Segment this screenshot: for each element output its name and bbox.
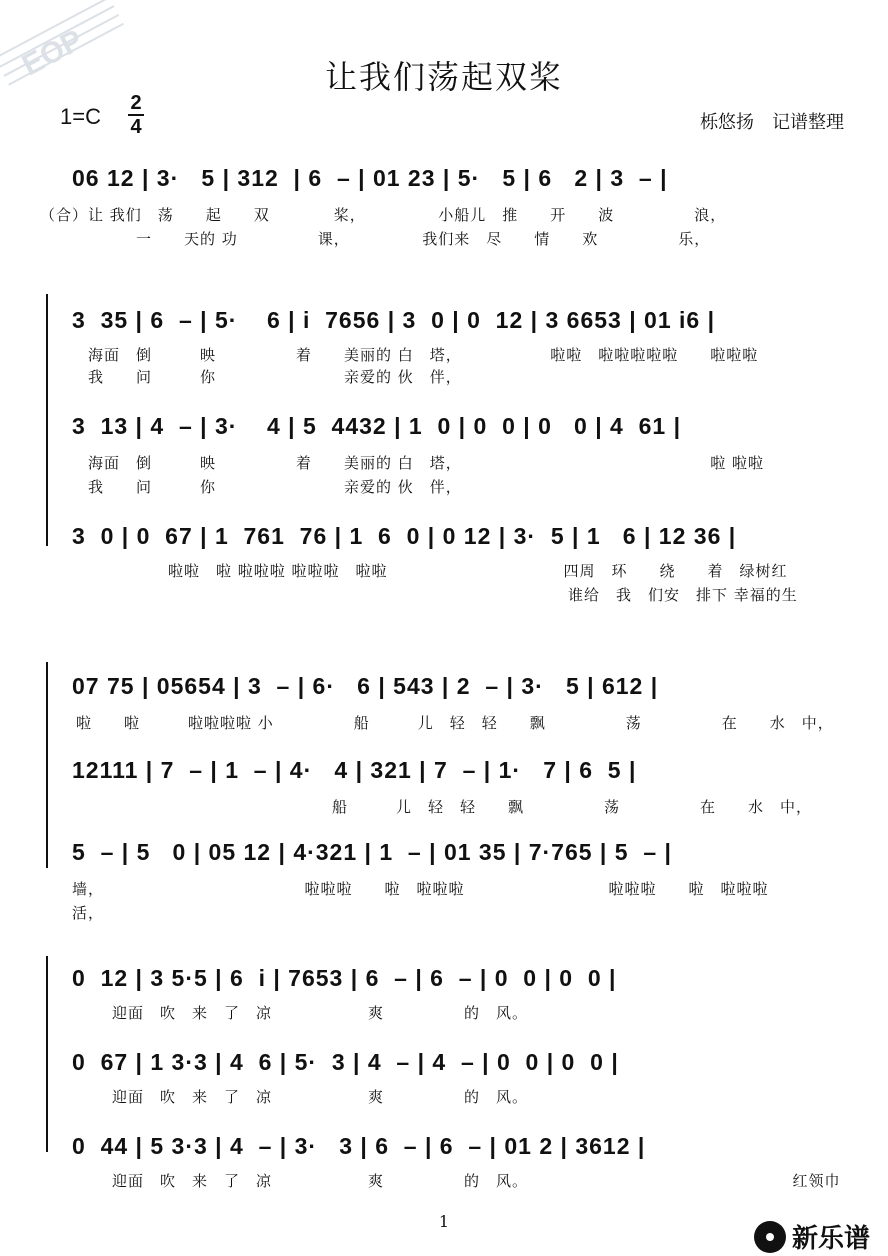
stave-s4-1 <box>72 958 846 998</box>
key-signature: 1=C <box>60 104 101 129</box>
time-signature-bottom: 4 <box>130 116 142 138</box>
notation-line: 0 12 | 3 5·5 | 6 i | 7653 | 6 – | 6 – | 0 0 | 0 0 | <box>72 965 617 991</box>
lyric-line: 我 问 你 亲爱的 伙 伴， <box>56 478 462 496</box>
lyric-line: 海面 倒 映 着 美丽的 白 塔， 啦啦 啦啦啦啦啦 啦啦啦 <box>56 346 759 364</box>
lyric-line: 迎面 吹 来 了 凉 爽 的 风。 <box>80 1004 529 1022</box>
lyric-line: 我 问 你 亲爱的 伙 伴， <box>56 368 462 386</box>
stave-s3-3 <box>72 832 846 872</box>
stave-s4-2 <box>72 1042 846 1082</box>
transcriber-credit: 栎悠扬 记谱整理 <box>700 112 844 133</box>
notation-line: 0 44 | 5 3·3 | 4 – | 3· 3 | 6 – | 6 – | 01 2 | 3612 | <box>72 1133 646 1159</box>
stave-s3-2 <box>72 750 846 790</box>
notation-line: 3 35 | 6 – | 5· 6 | i 7656 | 3 0 | 0 12 | 3 6653 | 01 i6 | <box>72 307 716 333</box>
lyric-line: 活， <box>72 904 105 922</box>
stave-s2-1 <box>72 300 846 340</box>
site-logo <box>754 1218 870 1255</box>
notation-line: 12111 | 7 – | 1 – | 4· 4 | 321 | 7 – | 1· 7 | 6 5 | <box>72 757 637 783</box>
notation-line: 5 – | 5 0 | 05 12 | 4·321 | 1 – | 01 35 | 7·765 | 5 – | <box>72 839 672 865</box>
page-number: 1 <box>438 1212 450 1231</box>
notation-line: 0 67 | 1 3·3 | 4 6 | 5· 3 | 4 – | 4 – | 0 0 | 0 0 | <box>72 1049 619 1075</box>
lyric-line: 迎面 吹 来 了 凉 爽 的 风。 红领巾 <box>80 1172 841 1190</box>
lyric-line: 啦啦 啦 啦啦啦 啦啦啦 啦啦 四周 环 绕 着 绿树红 <box>56 562 788 580</box>
time-signature <box>128 92 144 138</box>
lyric-line: 海面 倒 映 着 美丽的 白 塔， 啦 啦啦 <box>56 454 765 472</box>
notation-line: 3 0 | 0 67 | 1 761 76 | 1 6 0 | 0 12 | 3· 5 | 1 6 | 12 36 | <box>72 523 737 549</box>
site-logo-text: 新乐谱 <box>791 1223 870 1253</box>
stave-s4-3 <box>72 1126 846 1166</box>
lyric-line: （合）让 我们 荡 起 双 桨， 小船儿 推 开 波 浪， <box>40 206 727 224</box>
notation-line: 06 12 | 3· 5 | 312 | 6 – | 01 23 | 5· 5 | 6 2 | 3 – | <box>72 165 668 191</box>
lyric-line: 啦 啦 啦啦啦啦 小 船 儿 轻 轻 飘 荡 在 水 中， <box>60 714 834 732</box>
stave-s2-3 <box>72 516 846 556</box>
system-bracket <box>46 662 48 868</box>
lyric-line: 一 天的 功 课， 我们来 尽 情 欢 乐， <box>40 230 711 248</box>
lyric-line: 墙， 啦啦啦 啦 啦啦啦 啦啦啦 啦 啦啦啦 <box>72 880 769 898</box>
time-signature-top: 2 <box>130 92 142 114</box>
stave-s3-1 <box>72 666 846 706</box>
notation-line: 07 75 | 05654 | 3 – | 6· 6 | 543 | 2 – | 3· 5 | 612 | <box>72 673 659 699</box>
notation-line: 3 13 | 4 – | 3· 4 | 5 4432 | 1 0 | 0 0 | 0 0 | 4 61 | <box>72 413 682 439</box>
stave-s2-2 <box>72 406 846 446</box>
watermark-text: EOP <box>16 23 89 83</box>
lyric-line: 迎面 吹 来 了 凉 爽 的 风。 <box>80 1088 529 1106</box>
record-icon <box>754 1221 786 1253</box>
lyric-line: 船 儿 轻 轻 飘 荡 在 水 中， <box>60 798 813 816</box>
lyric-line: 谁给 我 们安 排下 幸福的生 <box>56 586 798 604</box>
song-title: 让我们荡起双桨 <box>324 58 563 96</box>
system-bracket <box>46 294 48 546</box>
stave-s1-1 <box>72 158 846 198</box>
system-bracket <box>46 956 48 1152</box>
